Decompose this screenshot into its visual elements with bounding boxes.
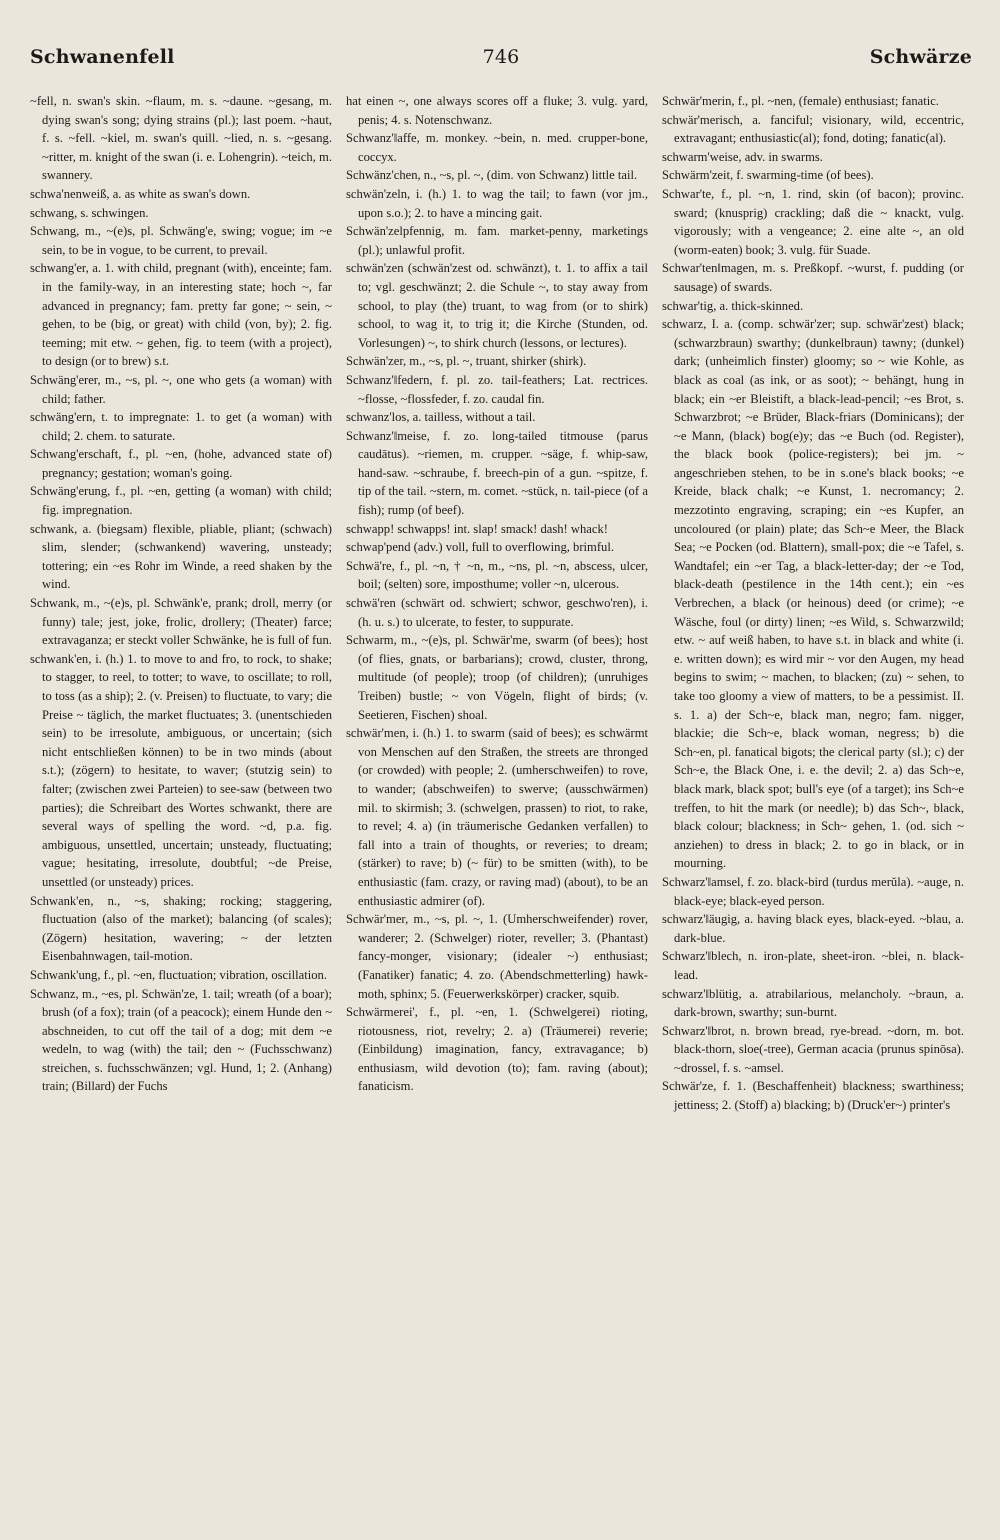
dictionary-entry: Schwä're, f., pl. ~n, † ~n, m., ~ns, pl. ~n, abscess, ulcer, boil; (selten) sore, imposthume; voller ~n, ulcerous. [346, 558, 648, 592]
column-left [30, 92, 332, 1115]
dictionary-entry: schwang, s. schwingen. [30, 205, 149, 220]
dictionary-entry: schwär'merisch, a. fanciful; visionary, wild, eccentric, extravagant; enthusiastic(al); fond, doting; fanatic(al). [662, 112, 964, 146]
dictionary-entry: Schwanz'‖federn, f. pl. zo. tail-feathers; Lat. rectrices. ~flosse, ~flossfeder, f. zo. caudal fin. [346, 372, 648, 406]
dictionary-entry: Schwärm'zeit, f. swarming-time (of bees). [662, 168, 874, 183]
dictionary-entry: schwank'en, i. (h.) 1. to move to and fro, to rock, to shake; to stagger, to reel, to totter; to wave, to oscillate; to roll, to toss (as a ship); 2. (v. Preisen) to fluctuate, to vary; die Preise ~ täglich, the market fluctuates; 3. (unentschieden sein) to be irresolute, ambiguous, or uncertain; (sich nicht entschließen können) to be in two minds (about s.t.); (zögern) to hesitate, to waver; (stutzig sein) to falter; (zwischen zwei Parteien) to see-saw (between two parties); die Schreibart des Wortes schwankt, there are several ways of spelling the word. ~d, p.a. fig. ambiguous, unsettled, uncertain; unsteady, fluctuating; vague; hesitating, irresolute, doubtful; ~de Preise, unsettled (or unsteady) prices. [30, 651, 332, 889]
dictionary-entry: Schwänz'chen, n., ~s, pl. ~, (dim. von Schwanz) little tail. [346, 168, 638, 183]
column-middle [346, 92, 648, 1115]
dictionary-entry: Schwär'mer, m., ~s, pl. ~, 1. (Umherschweifender) rover, wanderer; 2. (Schwelger) rioter, reveller; 3. (Phantast) fancy-monger, visionary; (idealer ~) enthusiast; (Fanatiker) fanatic; 4. zo. (Abendschmetterling) hawk-moth, sphinx; 5. (Feuerwerkskörper) cracker, squib. [346, 912, 648, 1001]
dictionary-entry: Schwarz'‖amsel, f. zo. black-bird (turdus merŭla). ~auge, n. black-eye; black-eyed person. [662, 874, 964, 908]
left-guide-word: Schwanenfell [30, 46, 175, 68]
dictionary-entry: Schwar'ten‖magen, m. s. Preßkopf. ~wurst, f. pudding (or sausage) of swards. [662, 261, 964, 294]
dictionary-entry: Schwar'te, f., pl. ~n, 1. rind, skin (of bacon); provinc. sward; (knusprig) crackling; daß die ~ knackt, vulg. vigorously; with a vengeance; 2. eine alte ~, an old (worm-eaten) book; 3. vulg. für Suade. [662, 186, 964, 257]
dictionary-entry: schwap'pend (adv.) voll, full to overflowing, brimful. [346, 540, 614, 555]
dictionary-entry: Schwarm, m., ~(e)s, pl. Schwär'me, swarm (of bees); host (of flies, gnats, or barbarians); crowd, cluster, throng, multitude (of people); troop (of children); (unruhiges Treiben) bustle; ~ von Vögeln, flight of birds; (v. Seetieren, Fischen) shoal. [346, 633, 648, 722]
dictionary-entry: schwän'zeln, i. (h.) 1. to wag the tail; to fawn (vor jm., upon s.o.); 2. to have a mincing gait. [346, 186, 648, 220]
right-guide-word: Schwärze [869, 46, 972, 68]
dictionary-entry: schwanz'los, a. tailless, without a tail. [346, 410, 536, 425]
dictionary-entry: schwarm'weise, adv. in swarms. [662, 149, 823, 164]
dictionary-entry: Schwär'merin, f., pl. ~nen, (female) enthusiast; fanatic. [662, 94, 939, 108]
dictionary-entry: schwank, a. (biegsam) flexible, pliable, pliant; (schwach) slim, slender; (schwankend) wavering, unsteady; tottering; ein ~es Rohr im Winde, a reed shaken by the wind. [30, 521, 332, 592]
dictionary-entry: hat einen ~, one always scores off a fluke; 3. vulg. yard, penis; 4. s. Notenschwanz. [346, 94, 648, 127]
dictionary-entry: Schwär'ze, f. 1. (Beschaffenheit) blackness; swarthiness; jettiness; 2. (Stoff) a) blacking; b) (Druck'er~) printer's [662, 1079, 964, 1113]
dictionary-entry: Schwärmerei', f., pl. ~en, 1. (Schwelgerei) rioting, riotousness, riot, revelry; 2. a) (Träumerei) reverie; (Einbildung) imagination, fancy, extravagance; b) enthusiasm, wild devotion (to); fam. raving (about); fanaticism. [346, 1005, 648, 1094]
dictionary-entry: Schwarz'‖brot, n. brown bread, rye-bread. ~dorn, m. bot. black-thorn, sloe(-tree), German acacia (prunus spinōsa). ~drossel, f. s. ~amsel. [662, 1023, 964, 1075]
dictionary-entry: schwa'nenweiß, a. as white as swan's down. [30, 186, 251, 201]
dictionary-entry: Schwäng'erer, m., ~s, pl. ~, one who gets (a woman) with child; father. [30, 372, 332, 406]
dictionary-entry: schwäng'ern, t. to impregnate: 1. to get (a woman) with child; 2. chem. to saturate. [30, 410, 332, 443]
dictionary-entry: Schwank'ung, f., pl. ~en, fluctuation; vibration, oscillation. [30, 967, 327, 982]
dictionary-entry: Schwäng'erung, f., pl. ~en, getting (a woman) with child; fig. impregnation. [30, 484, 332, 518]
page-number: 746 [482, 46, 520, 68]
dictionary-entry: schwapp! schwapps! int. slap! smack! dash! whack! [346, 521, 608, 536]
dictionary-entry: Schwank'en, n., ~s, shaking; rocking; staggering, fluctuation (also of the market); balancing (of scales); (Zögern) hesitation, wavering; ~ der letzten Eisenbahnwagen, tail-motion. [30, 893, 332, 964]
dictionary-entry: schwang'er, a. 1. with child, pregnant (with), enceinte; fam. in the family-way, in an interesting state; hoch ~, far advanced in pregnancy; fam. pretty far gone; ~ sein, ~ gehen, to be (big, or great) with child (von, by); 2. fig. teeming; mit etw. ~ gehen, fig. to teem (with a project), to design (or to brew) s.t. [30, 261, 332, 369]
columns [30, 92, 972, 1115]
dictionary-entry: ~fell, n. swan's skin. ~flaum, m. s. ~daune. ~gesang, m. dying swan's song; dying strains (pl.); last poem. ~haut, f. s. ~fell. ~kiel, m. swan's quill. ~lied, n. s. ~gesang. ~ritter, m. knight of the swan (i. e. Lohengrin). ~teich, m. swannery. [30, 94, 332, 183]
dictionary-entry: Schwän'zelpfennig, m. fam. market-penny, marketings (pl.); unlawful profit. [346, 224, 648, 257]
dictionary-entry: Schwang, m., ~(e)s, pl. Schwäng'e, swing; vogue; im ~e sein, to be in vogue, to be current, to prevail. [30, 224, 332, 257]
dictionary-entry: schwar'tig, a. thick-skinned. [662, 298, 804, 313]
column-right [662, 92, 964, 1115]
dictionary-entry: schwän'zen (schwän'zest od. schwänzt), t. 1. to affix a tail to; vgl. geschwänzt; 2. die Schule ~, to stay away from school, to play (the) truant, to wag from (or to shirk) school, to wag it, to trig it; die Kirche (Stunden, od. Vorlesungen) ~, to shirk church (lessons, or lectures). [346, 261, 648, 350]
dictionary-entry: Schwang'erschaft, f., pl. ~en, (hohe, advanced state of) pregnancy; gestation; woman's going. [30, 447, 332, 480]
dictionary-entry: schwarz'‖äugig, a. having black eyes, black-eyed. ~blau, a. dark-blue. [662, 912, 964, 945]
dictionary-entry: schwarz, I. a. (comp. schwär'zer; sup. schwär'zest) black; (schwarzbraun) swarthy; (dunkelbraun) tawny; (dunkel) dark; (unheimlich finster) gloomy; so ~ wie Kohle, as black as coal (as ink, or as soot); ~ behängt, hung in black; ein ~er Bleistift, a black-lead-pencil; ~es Brot, s. Schwarzbrot; ~e Brüder, Black-friars (Dominicans); der ~e Mann, (black) bog(e)y; das ~e Buch (od. Register), the black book (police-registers); bei jm. ~ angeschrieben stehen, to be in s.one's black books; ~e Kreide, black chalk; ~e Kunst, 1. necromancy; 2. mezzotinto engraving, scraping; ein ~es Kupfer, an uncoloured (or plain) plate; das Sch~e Meer, the Black Sea; ~e Pocken (od. Blattern), small-pox; die ~e Tafel, s. Wandtafel; ein ~er Tag, a black-letter-day; der ~e Tod, black-death (pestilence in the 14th cent.); ein ~es Verbrechen, a black (or heinous) deed (or crime); ~e Wäsche, foul (or dirty) linen; ~es Wild, s. Schwarzwild; etw. ~ auf weiß haben, to have s.t. in black and white (i. e. written down); es wird mir ~ vor den Augen, my head begins to swim; ~ machen, to blacken; (zu) ~ sehen, to take too gloomy a view of matters, to be a pessimist. II. s. 1. a) der Sch~e, black man, negro; fam. nigger, blackie; die Sch~e, black woman, negress; b) die Sch~en, pl. fanatical bigots; the clerical party (sl.); c) der Sch~e, the Black One, i. e. the devil; 2. a) das Sch~e, black mark, black spot; bull's eye (of a target); ins Sch~e treffen, to hit the mark (or needle); b) das Sch~, black, black colour; blackness; in Sch~ gehen, 1. (od. sich ~ anziehen) to dress in black; 2. to go in black, or in mourning. [662, 317, 964, 871]
dictionary-entry: Schwanz'‖affe, m. monkey. ~bein, n. med. crupper-bone, coccyx. [346, 131, 648, 164]
dictionary-entry: schwä'ren (schwärt od. schwiert; schwor, geschwo'ren), i. (h. u. s.) to ulcerate, to fester, to suppurate. [346, 596, 648, 629]
dictionary-entry: Schwanz, m., ~es, pl. Schwän'ze, 1. tail; wreath (of a boar); brush (of a fox); train (of a peacock); einem Hunde den ~ abschneiden, to cut off the tail of a dog; mit dem ~e wedeln, to wag (with) the tail; den ~ (Fuchsschwanz) streichen, s. fuchsschwänzen; vgl. Hund, 1; 2. (Anhang) train; (Billard) der Fuchs [30, 986, 332, 1094]
dictionary-entry: Schwän'zer, m., ~s, pl. ~, truant, shirker (shirk). [346, 354, 587, 369]
dictionary-entry: Schwank, m., ~(e)s, pl. Schwänk'e, prank; droll, merry (or funny) tale; jest, joke, frolic, drollery; (Theater) farce; extravaganza; er steckt voller Schwänke, he is full of fun. [30, 596, 332, 648]
dictionary-entry: Schwarz'‖blech, n. iron-plate, sheet-iron. ~blei, n. black-lead. [662, 949, 964, 982]
dictionary-entry: schwär'men, i. (h.) 1. to swarm (said of bees); es schwärmt von Menschen auf den Straßen, the streets are thronged (or crowded) with people; 2. (umherschweifen) to rove, to wander; (abschweifen) to swerve; (ausschwärmen) mil. to skirmish; 3. (schwelgen, prassen) to riot, to rake, to revel; 4. a) (in träumerische Gedanken verfallen) to fall into a train of thoughts, or reveries; to dream; (stärker) to rave; b) (~ für) to be smitten (with), to be enthusiastic (fam. crazy, or raving mad) (about), to be an enthusiastic admirer (of). [346, 726, 648, 908]
page-header [30, 46, 972, 86]
dictionary-entry: Schwanz'‖meise, f. zo. long-tailed titmouse (parus caudātus). ~riemen, m. crupper. ~säge, f. whip-saw, hand-saw. ~schraube, f. breech-pin of a gun. ~spitze, f. tip of the tail. ~stern, m. comet. ~stück, n. tail-piece (of a fish); rump (of beef). [346, 428, 648, 518]
dictionary-entry: schwarz'‖blütig, a. atrabilarious, melancholy. ~braun, a. dark-brown, swarthy; sun-burnt. [662, 986, 964, 1020]
